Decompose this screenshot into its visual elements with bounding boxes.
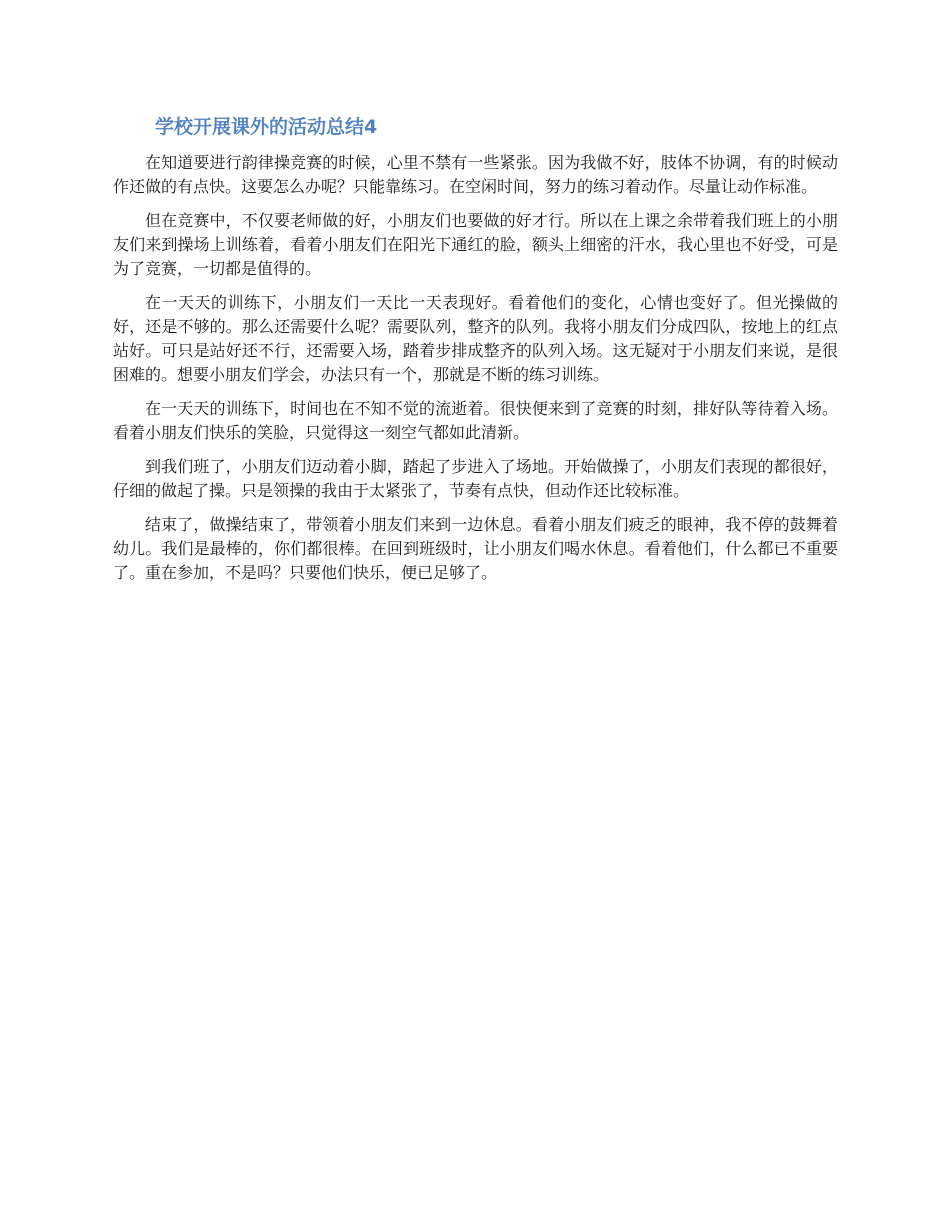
paragraph-2: 但在竞赛中，不仅要老师做的好，小朋友们也要做的好才行。所以在上课之余带着我们班上的小朋友们来到操场上训练着，看着小朋友们在阳光下通红的脸，额头上细密的汗水，我心里也不好受，可是为了竞赛，一切都是值得的。 <box>113 211 838 278</box>
paragraph-5: 到我们班了，小朋友们迈动着小脚，踏起了步进入了场地。开始做操了，小朋友们表现的都很好，仔细的做起了操。只是领操的我由于太紧张了，节奏有点快，但动作还比较标准。 <box>113 457 838 500</box>
paragraph-4: 在一天天的训练下，时间也在不知不觉的流逝着。很快便来到了竞赛的时刻，排好队等待着入场。看着小朋友们快乐的笑脸，只觉得这一刻空气都如此清新。 <box>113 399 838 442</box>
paragraph-6: 结束了，做操结束了，带领着小朋友们来到一边休息。看着小朋友们疲乏的眼神，我不停的鼓舞着幼儿。我们是最棒的，你们都很棒。在回到班级时，让小朋友们喝水休息。看着他们，什么都已不重要了。重在参加，不是吗？只要他们快乐，便已足够了。 <box>113 515 838 582</box>
document-title: 学校开展课外的活动总结4 <box>155 116 378 138</box>
document-body <box>113 151 838 595</box>
paragraph-3: 在一天天的训练下，小朋友们一天比一天表现好。看着他们的变化，心情也变好了。但光操做的好，还是不够的。那么还需要什么呢？需要队列，整齐的队列。我将小朋友们分成四队，按地上的红点站好。可只是站好还不行，还需要入场，踏着步排成整齐的队列入场。这无疑对于小朋友们来说，是很困难的。想要小朋友们学会，办法只有一个，那就是不断的练习训练。 <box>113 293 838 384</box>
paragraph-1: 在知道要进行韵律操竞赛的时候，心里不禁有一些紧张。因为我做不好，肢体不协调，有的时候动作还做的有点快。这要怎么办呢？只能靠练习。在空闲时间，努力的练习着动作。尽量让动作标准。 <box>113 153 838 196</box>
